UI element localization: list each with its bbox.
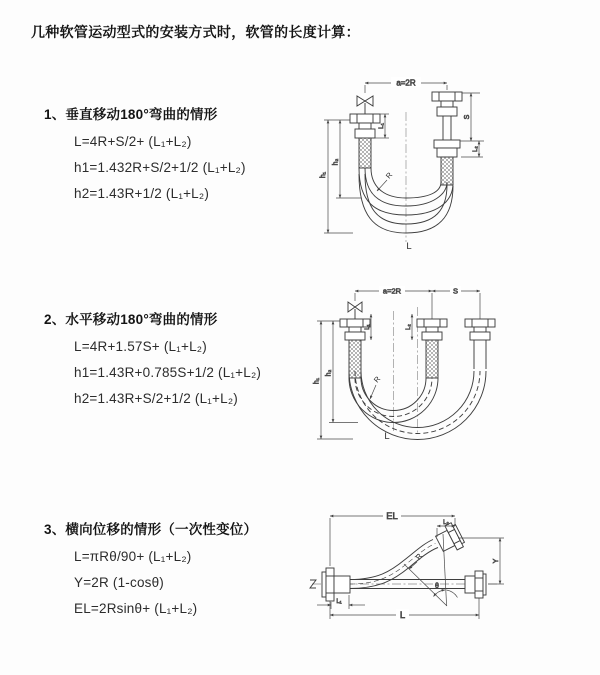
middle-pipe-fitting	[417, 319, 447, 378]
tilted-flange-fitting	[433, 521, 466, 555]
dimension-h1	[320, 120, 353, 233]
dimension-a2r	[365, 77, 447, 93]
formula-length: L=4R+1.57S+ (L₁+L₂)	[74, 339, 207, 354]
dim-label-s: S	[464, 114, 471, 120]
section-vertical-movement	[44, 103, 324, 201]
dim-label-l2: L₂	[473, 146, 479, 152]
dimension-s	[460, 93, 484, 141]
dimension-l	[330, 598, 479, 621]
dim-label-l: L	[399, 610, 406, 621]
dimension-s	[432, 286, 480, 319]
section-1-heading: 1、垂直移动180°弯曲的情形	[44, 107, 218, 122]
section-3-heading: 3、横向位移的情形（一次性变位）	[44, 522, 258, 537]
radius-callout	[370, 374, 383, 399]
radius-callout	[377, 170, 395, 191]
right-pipe-fitting-upper	[432, 92, 462, 140]
diagram-horizontal-movement-180	[308, 281, 523, 449]
formula-length: L=4R+S/2+ (L₁+L₂)	[74, 134, 192, 149]
radius-label: R	[371, 374, 383, 385]
length-label: L	[384, 431, 390, 442]
formula-length: L=πRθ/90+ (L₁+L₂)	[74, 549, 192, 564]
dim-label-el: EL	[386, 511, 398, 522]
left-pipe-fitting	[350, 114, 380, 168]
dim-label-a2r: a=2R	[382, 286, 402, 296]
formula-h1: h1=1.432R+S/2+1/2 (L₁+L₂)	[74, 160, 246, 175]
dim-label-l1: L₁	[336, 599, 342, 605]
valve-icon	[357, 96, 373, 114]
dim-label-h2: h₂	[325, 369, 333, 377]
radius-label: R	[383, 170, 395, 181]
section-horizontal-movement	[44, 308, 324, 406]
dim-label-l2: L₂	[406, 324, 412, 330]
formula-h2: h2=1.43R+S/2+1/2 (L₁+L₂)	[74, 391, 238, 406]
dim-label-h1: h₁	[313, 377, 321, 385]
section-2-heading: 2、水平移动180°弯曲的情形	[44, 312, 218, 327]
dim-label-h1: h₁	[320, 171, 327, 179]
dimension-l2	[406, 314, 412, 340]
formula-h2: h2=1.43R+1/2 (L₁+L₂)	[74, 186, 210, 201]
section-lateral-displacement	[44, 518, 324, 616]
dim-label-h2: h₂	[332, 158, 340, 166]
length-label: L	[406, 241, 412, 252]
hose-displaced-position	[350, 540, 438, 589]
formula-el: EL=2Rsinθ+ (L₁+L₂)	[74, 601, 198, 616]
valve-icon	[348, 302, 362, 319]
dim-label-a2r: a=2R	[396, 78, 416, 88]
right-pipe-fitting-lower	[434, 140, 460, 185]
theta-label: θ	[435, 583, 439, 590]
dimension-l2	[461, 141, 483, 157]
braided-hose-right	[441, 157, 453, 185]
diagram-vertical-movement-180	[313, 70, 528, 255]
formula-y: Y=2R (1-cosθ)	[74, 575, 165, 590]
page-title: 几种软管运动型式的安装方式时，软管的长度计算：	[31, 24, 360, 40]
dim-label-l2: L₂	[443, 520, 449, 526]
dim-label-l1: L₁	[378, 123, 385, 129]
dim-label-l1: L₁	[365, 324, 371, 330]
right-flange-fitting	[465, 571, 486, 598]
braided-hose-left	[359, 138, 371, 168]
formula-h1: h1=1.43R+0.785S+1/2 (L₁+L₂)	[74, 365, 262, 380]
radius-label: R	[413, 551, 425, 562]
dim-label-s: S	[452, 286, 459, 296]
diagram-lateral-displacement	[308, 506, 520, 634]
braided-hose-middle	[426, 340, 438, 378]
left-flange-fitting	[322, 568, 350, 601]
right-pipe-fitting	[465, 319, 495, 369]
dim-label-y: Y	[493, 558, 500, 564]
dimension-l1	[365, 314, 371, 340]
